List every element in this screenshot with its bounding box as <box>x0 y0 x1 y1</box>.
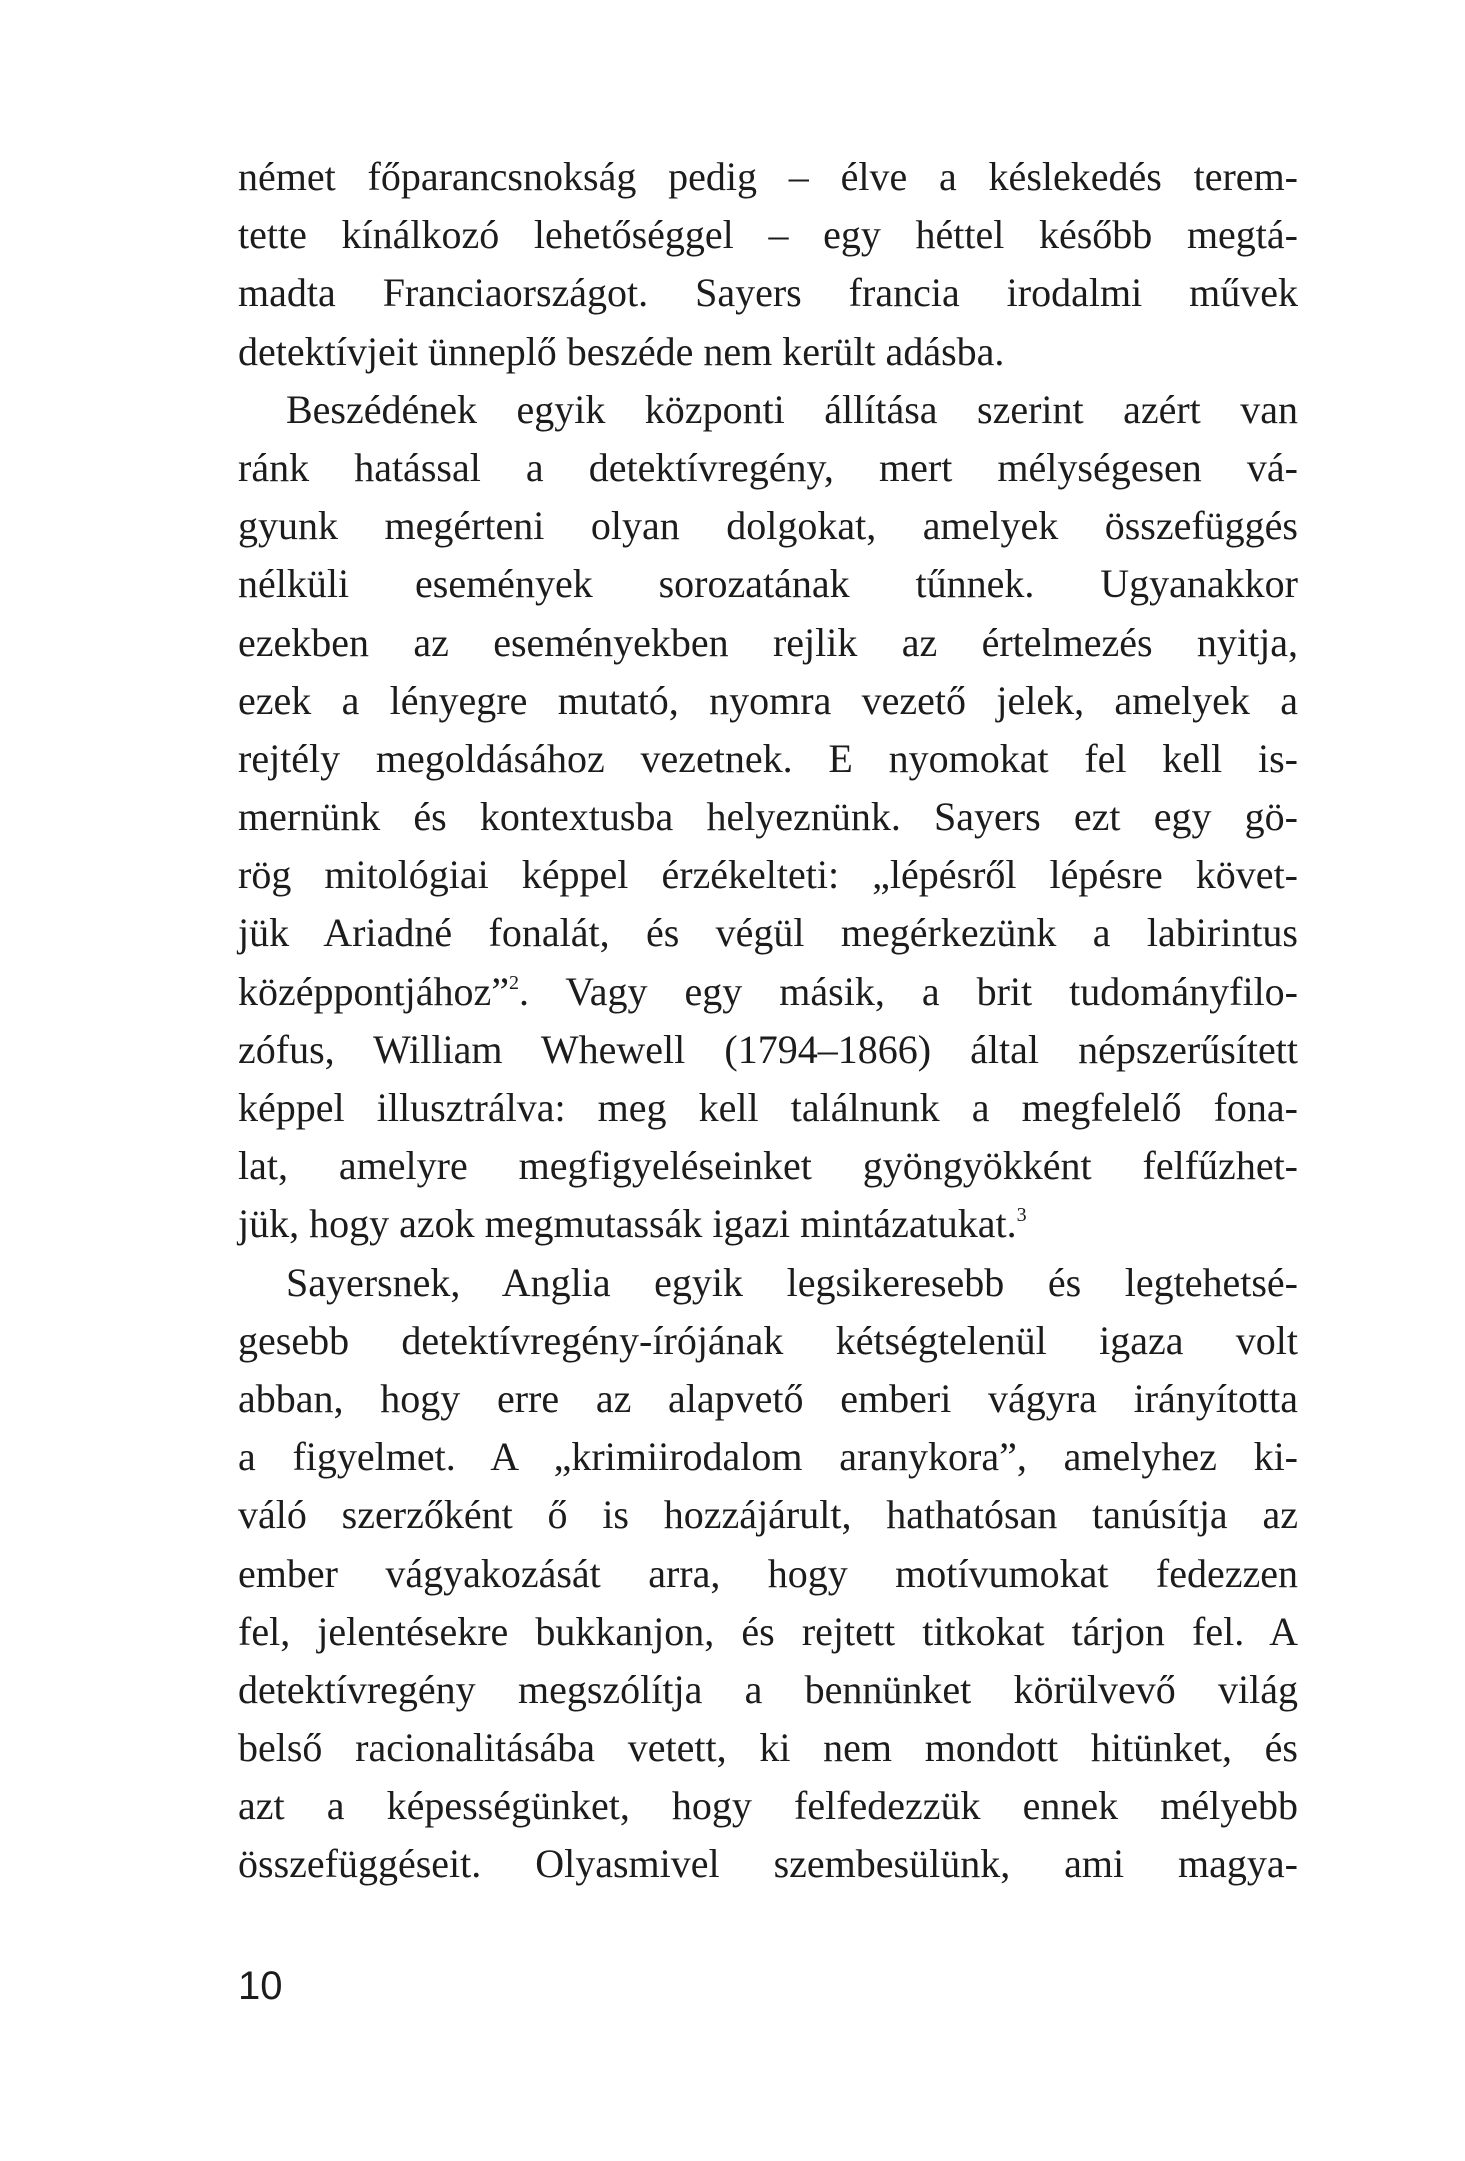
text-line: rejtély megoldásához vezetnek. E nyomokat fel kell is- <box>238 735 1298 781</box>
text-fragment: középpontjához” <box>238 968 509 1014</box>
text-line-with-footnote <box>238 963 1298 1021</box>
text-line: gesebb detektívregény-írójának kétségtelenül igaza volt <box>238 1317 1298 1363</box>
text-line: detektívregény megszólítja a bennünket körülvevő világ <box>238 1666 1298 1712</box>
text-line: ember vágyakozását arra, hogy motívumokat fedezzen <box>238 1550 1298 1596</box>
footnote-marker: 2 <box>509 971 519 994</box>
text-line: ránk hatással a detektívregény, mert mélységesen vá- <box>238 444 1298 490</box>
text-line: detektívjeit ünneplő beszéde nem került adásba. <box>238 328 1005 374</box>
text-line: zófus, William Whewell (1794–1866) által népszerűsített <box>238 1026 1298 1072</box>
text-line: német főparancsnokság pedig – élve a késlekedés terem- <box>238 154 1298 199</box>
text-fragment: jük, hogy azok megmutassák igazi mintázatukat. <box>238 1201 1017 1247</box>
body-text <box>238 148 1298 1894</box>
text-line-with-footnote <box>238 1195 1298 1253</box>
text-line: lat, amelyre megfigyeléseinket gyöngyökként felfűzhet- <box>238 1143 1298 1189</box>
text-line: abban, hogy erre az alapvető emberi vágyra irányította <box>238 1375 1298 1421</box>
text-line: ezekben az eseményekben rejlik az értelmezés nyitja, <box>238 619 1298 665</box>
footnote-marker: 3 <box>1016 1204 1027 1227</box>
text-line: fel, jelentésekre bukkanjon, és rejtett titkokat tárjon fel. A <box>238 1608 1298 1654</box>
text-line: tette kínálkozó lehetőséggel – egy héttel később megtá- <box>238 212 1298 258</box>
text-line: mernünk és kontextusba helyeznünk. Sayers ezt egy gö- <box>238 794 1298 840</box>
text-line: ezek a lényegre mutató, nyomra vezető jelek, amelyek a <box>238 677 1298 723</box>
text-line: nélküli események sorozatának tűnnek. Ugyanakkor <box>238 561 1298 607</box>
text-line: képpel illusztrálva: meg kell találnunk a megfelelő fona- <box>238 1085 1298 1130</box>
text-line: jük Ariadné fonalát, és végül megérkezünk a labirintus <box>238 910 1298 956</box>
text-line: gyunk megérteni olyan dolgokat, amelyek összefüggés <box>238 503 1298 549</box>
text-line: összefüggéseit. Olyasmivel szembesülünk, ami magya- <box>238 1841 1298 1887</box>
text-fragment: . Vagy egy másik, a brit tudományfilo- <box>519 968 1298 1014</box>
text-line: Sayersnek, Anglia egyik legsikeresebb és legtehetsé- <box>286 1259 1298 1305</box>
text-line: a figyelmet. A „krimiirodalom aranykora”, amelyhez ki- <box>238 1434 1298 1480</box>
page-number: 10 <box>238 1964 283 2008</box>
text-line: madta Franciaországot. Sayers francia irodalmi művek <box>238 270 1298 316</box>
text-line: Beszédének egyik központi állítása szerint azért van <box>286 386 1298 432</box>
text-line: rög mitológiai képpel érzékelteti: „lépésről lépésre követ- <box>238 852 1298 898</box>
text-line: belső racionalitásába vetett, ki nem mondott hitünket, és <box>238 1725 1298 1771</box>
text-line: azt a képességünket, hogy felfedezzük ennek mélyebb <box>238 1783 1298 1829</box>
text-line: váló szerzőként ő is hozzájárult, hathatósan tanúsítja az <box>238 1492 1298 1538</box>
